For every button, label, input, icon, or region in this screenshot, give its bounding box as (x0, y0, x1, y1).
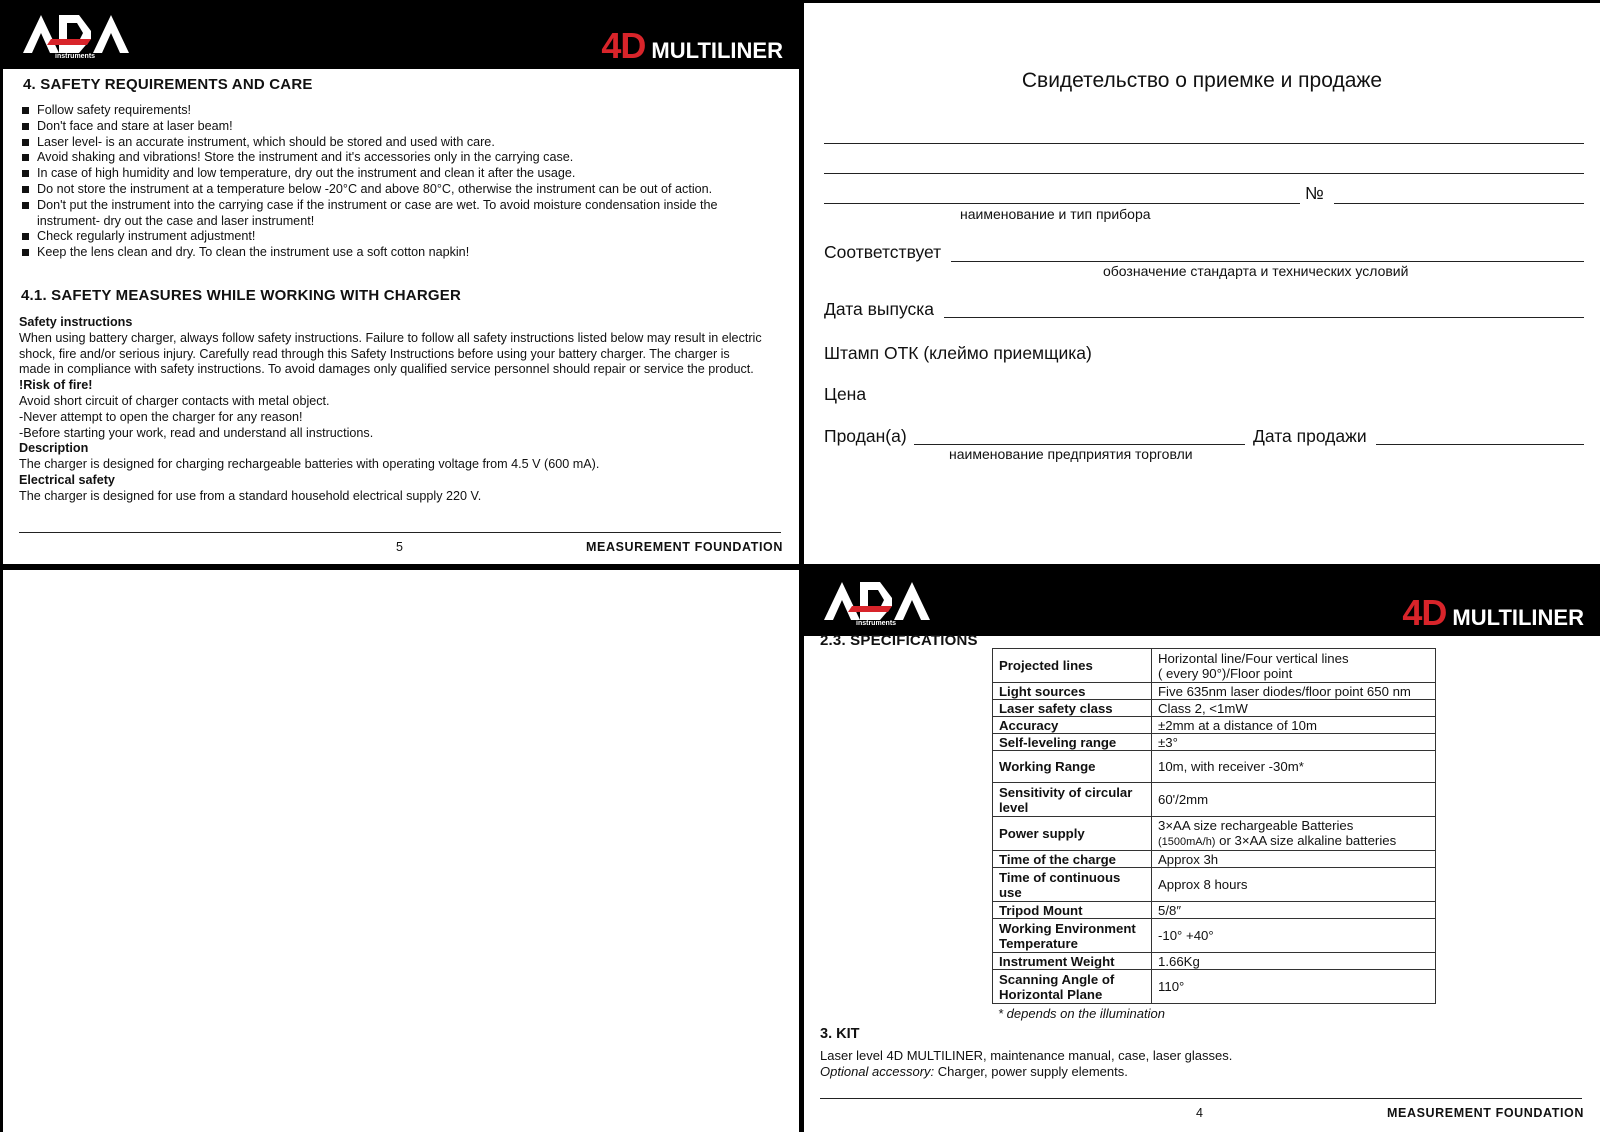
complies-label: Соответствует (824, 242, 942, 262)
serial-number-line[interactable] (1334, 203, 1584, 204)
bullet-icon (22, 249, 29, 256)
table-footnote: * depends on the illumination (998, 1006, 1165, 1021)
specifications-table (992, 648, 1436, 1004)
table-row (993, 700, 1436, 717)
shop-name-line[interactable] (914, 444, 1245, 445)
product-title (1402, 592, 1584, 634)
product-title (601, 25, 783, 67)
spec-label: Time of the charge (993, 851, 1152, 868)
list-item: Follow safety requirements! (21, 103, 761, 119)
electrical-text: The charger is designed for use from a standard household electrical supply 220 V. (19, 488, 482, 503)
list-item: Laser level- is an accurate instrument, which should be stored and used with care. (21, 135, 761, 151)
device-caption: наименование и тип прибора (960, 206, 1151, 222)
release-date-line[interactable] (944, 317, 1584, 318)
page-header (3, 3, 799, 69)
spec-label: Laser safety class (993, 700, 1152, 717)
specifications-page (804, 570, 1600, 1132)
spec-value: Approx 3h (1152, 851, 1436, 868)
optional-accessory (820, 1064, 1232, 1080)
spec-value: 5/8″ (1152, 902, 1436, 919)
spec-value: 3×AA size rechargeable Batteries (1500mA/h) or 3×AA size alkaline batteries (1152, 817, 1436, 851)
bullet-icon (22, 233, 29, 240)
product-prefix: 4D (1402, 592, 1447, 633)
list-item: Don't face and stare at laser beam! (21, 119, 761, 135)
optional-label: Optional accessory: (820, 1064, 935, 1079)
standard-caption: обозначение стандарта и технических условий (1103, 263, 1409, 279)
price-label: Цена (824, 384, 867, 404)
spec-value: Approx 8 hours (1152, 868, 1436, 902)
risk-line: -Before starting your work, read and understand all instructions. (19, 425, 374, 440)
logo-subtext: instruments (856, 620, 897, 627)
spec-value: Five 635nm laser diodes/floor point 650 nm (1152, 683, 1436, 700)
footer-divider (19, 532, 781, 533)
spec-label: Working Range (993, 751, 1152, 783)
safety-instructions-text: When using battery charger, always follow safety instructions. Failure to follow all safety instructions listed below may result in electric shock, fire and/or serious injury. Carefully read through this Safety Instructions before using your battery charger. The charger is made in compliance with safety instructions. To avoid damages only qualified service personnel should repair or service the product. (19, 330, 762, 377)
charger-section (19, 315, 764, 505)
spec-value: -10° +40° (1152, 919, 1436, 953)
spec-value: 110° (1152, 970, 1436, 1004)
footer-brand: MEASUREMENT FOUNDATION (1387, 1106, 1584, 1120)
table-row (993, 783, 1436, 817)
spec-label: Accuracy (993, 717, 1152, 734)
bullet-icon (22, 170, 29, 177)
page-number: 5 (396, 540, 403, 554)
device-name-line[interactable] (824, 203, 1300, 204)
certificate-title: Свидетельство о приемке и продаже (1021, 69, 1383, 92)
list-item: Avoid shaking and vibrations! Store the instrument and it's accessories only in the carrying case. (21, 150, 761, 166)
table-row (993, 683, 1436, 700)
table-row (993, 953, 1436, 970)
bullet-icon (22, 186, 29, 193)
table-row (993, 868, 1436, 902)
spec-label: Instrument Weight (993, 953, 1152, 970)
list-item: Check regularly instrument adjustment! (21, 229, 761, 245)
table-row (993, 817, 1436, 851)
spec-label: Tripod Mount (993, 902, 1152, 919)
spec-label: Scanning Angle of Horizontal Plane (993, 970, 1152, 1004)
spec-value: Class 2, <1mW (1152, 700, 1436, 717)
table-row (993, 919, 1436, 953)
bullet-icon (22, 139, 29, 146)
table-row (993, 717, 1436, 734)
logo-subtext: instruments (55, 53, 96, 60)
standard-line[interactable] (951, 261, 1584, 262)
list-item: In case of high humidity and low temperature, dry out the instrument and clean it after the usage. (21, 166, 761, 182)
number-sign: № (1305, 183, 1324, 203)
table-row (993, 902, 1436, 919)
product-name: MULTILINER (1452, 605, 1584, 630)
section-title: 4. SAFETY REQUIREMENTS AND CARE (23, 76, 313, 93)
risk-heading: !Risk of fire! (19, 378, 93, 393)
charger-section-title: 4.1. SAFETY MEASURES WHILE WORKING WITH CHARGER (21, 287, 461, 304)
shop-caption: наименование предприятия торговли (949, 446, 1193, 462)
bullet-icon (22, 107, 29, 114)
spec-label: Power supply (993, 817, 1152, 851)
product-prefix: 4D (601, 25, 646, 66)
spec-value: ±3° (1152, 734, 1436, 751)
spec-value: 1.66Kg (1152, 953, 1436, 970)
spec-label: Time of continuous use (993, 868, 1152, 902)
spec-label: Self-leveling range (993, 734, 1152, 751)
list-item: Keep the lens clean and dry. To clean the instrument use a soft cotton napkin! (21, 245, 761, 261)
table-row (993, 649, 1436, 683)
safety-bullet-list (21, 103, 761, 261)
table-row (993, 851, 1436, 868)
sale-date-label: Дата продажи (1253, 426, 1367, 446)
safety-instructions-heading: Safety instructions (19, 315, 133, 329)
spec-value: ±2mm at a distance of 10m (1152, 717, 1436, 734)
kit-contents: Laser level 4D MULTILINER, maintenance manual, case, laser glasses. (820, 1048, 1233, 1063)
page-number: 4 (1196, 1106, 1203, 1120)
risk-line: -Never attempt to open the charger for any reason! (19, 409, 303, 424)
certificate-page (804, 3, 1600, 564)
blank-line[interactable] (824, 173, 1584, 174)
release-date-label: Дата выпуска (824, 299, 935, 319)
table-row (993, 751, 1436, 783)
optional-text: Charger, power supply elements. (934, 1064, 1128, 1079)
footer-brand: MEASUREMENT FOUNDATION (586, 540, 783, 554)
footer-divider (820, 1098, 1582, 1099)
table-row (993, 970, 1436, 1004)
safety-page (3, 3, 799, 564)
blank-line[interactable] (824, 143, 1584, 144)
spec-value: Horizontal line/Four vertical lines ( every 90°)/Floor point (1152, 649, 1436, 683)
sold-label: Продан(а) (824, 426, 907, 446)
description-text: The charger is designed for charging rechargeable batteries with operating voltage from 4.5 V (600 mA). (19, 457, 600, 472)
table-row (993, 734, 1436, 751)
electrical-heading: Electrical safety (19, 472, 115, 487)
spec-label: Sensitivity of circular level (993, 783, 1152, 817)
bullet-icon (22, 202, 29, 209)
list-item: Don't put the instrument into the carrying case if the instrument or case are wet. To avoid moisture condensation inside the instrument- dry out the case and laser instrument! (21, 198, 761, 230)
spec-label: Working Environment Temperature (993, 919, 1152, 953)
kit-title: 3. KIT (820, 1026, 860, 1042)
sale-date-line[interactable] (1376, 444, 1584, 445)
spec-label: Light sources (993, 683, 1152, 700)
stamp-label: Штамп ОТК (клеймо приемщика) (824, 343, 1092, 363)
bullet-icon (22, 123, 29, 130)
spec-label: Projected lines (993, 649, 1152, 683)
kit-description (820, 1048, 1232, 1080)
blank-page (3, 570, 799, 1132)
section-title: 2.3. SPECIFICATIONS (820, 632, 978, 649)
spec-value: 60'/2mm (1152, 783, 1436, 817)
spec-value: 10m, with receiver -30m* (1152, 751, 1436, 783)
list-item: Do not store the instrument at a temperature below -20°C and above 80°C, otherwise the instrument can be out of action. (21, 182, 761, 198)
description-heading: Description (19, 441, 89, 456)
bullet-icon (22, 154, 29, 161)
page-header (804, 570, 1600, 636)
risk-line: Avoid short circuit of charger contacts with metal object. (19, 393, 330, 408)
product-name: MULTILINER (651, 38, 783, 63)
